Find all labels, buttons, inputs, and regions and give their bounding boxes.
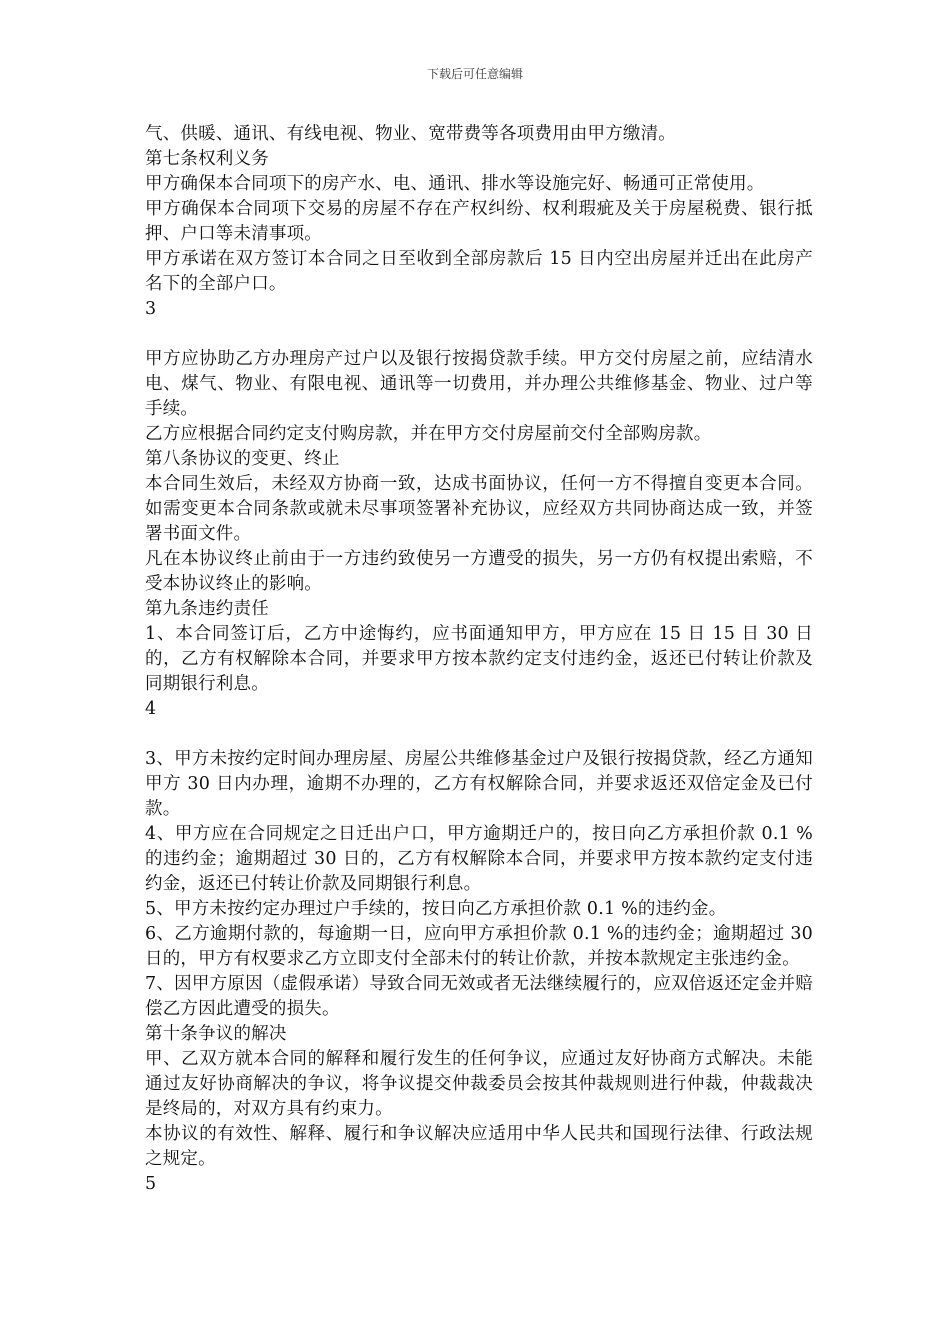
paragraph: 6、乙方逾期付款的，每逾期一日，应向甲方承担价款 0.1 %的违约金；逾期超过 30 日的，甲方有权要求乙方立即支付全部未付的转让价款，并按本款规定主张违约金。 bbox=[145, 924, 813, 969]
section-heading: 第十条争议的解决 bbox=[145, 1024, 287, 1044]
paragraph: 甲方承诺在双方签订本合同之日至收到全部房款后 15 日内空出房屋并迁出在此房产名下的全部户口。 bbox=[145, 249, 813, 294]
page-number: 3 bbox=[145, 299, 157, 319]
paragraph: 乙方应根据合同约定支付购房款，并在甲方交付房屋前交付全部购房款。 bbox=[145, 424, 712, 444]
paragraph: 1、本合同签订后，乙方中途悔约，应书面通知甲方，甲方应在 15 日 15 日 30 日的，乙方有权解除本合同，并要求甲方按本款约定支付违约金，返还已付转让价款及同期银行利息。 bbox=[145, 624, 813, 694]
paragraph: 本合同生效后，未经双方协商一致，达成书面协议，任何一方不得擅自变更本合同。如需变更本合同条款或就未尽事项签署补充协议，应经双方共同协商达成一致，并签署书面文件。 bbox=[145, 474, 813, 544]
paragraph: 气、供暖、通讯、有线电视、物业、宽带费等各项费用由甲方缴清。 bbox=[145, 124, 676, 144]
paragraph: 甲方确保本合同项下的房产水、电、通讯、排水等设施完好、畅通可正常使用。 bbox=[145, 174, 765, 194]
document-body bbox=[145, 122, 813, 1197]
section-heading: 第八条协议的变更、终止 bbox=[145, 449, 340, 469]
paragraph: 甲方确保本合同项下交易的房屋不存在产权纠纷、权利瑕疵及关于房屋税费、银行抵押、户口等未清事项。 bbox=[145, 199, 813, 244]
paragraph: 3、甲方未按约定时间办理房屋、房屋公共维修基金过户及银行按揭贷款，经乙方通知甲方 30 日内办理，逾期不办理的，乙方有权解除合同，并要求返还双倍定金及已付款。 bbox=[145, 749, 813, 819]
page-header: 下载后可任意编辑 bbox=[426, 67, 523, 81]
paragraph: 4、甲方应在合同规定之日迁出户口，甲方逾期迁户的，按日向乙方承担价款 0.1 %的违约金；逾期超过 30 日的，乙方有权解除本合同，并要求甲方按本款约定支付违约金，返还已付转让价款及同期银行利息。 bbox=[145, 824, 813, 894]
paragraph: 凡在本协议终止前由于一方违约致使另一方遭受的损失，另一方仍有权提出索赔，不受本协议终止的影响。 bbox=[145, 549, 813, 594]
paragraph: 5、甲方未按约定办理过户手续的，按日向乙方承担价款 0.1 %的违约金。 bbox=[145, 899, 727, 919]
section-heading: 第七条权利义务 bbox=[145, 149, 269, 169]
paragraph: 甲方应协助乙方办理房产过户以及银行按揭贷款手续。甲方交付房屋之前，应结清水电、煤气、物业、有限电视、通讯等一切费用，并办理公共维修基金、物业、过户等手续。 bbox=[145, 349, 813, 419]
page-number: 4 bbox=[145, 699, 157, 719]
paragraph: 甲、乙双方就本合同的解释和履行发生的任何争议，应通过友好协商方式解决。未能通过友好协商解决的争议，将争议提交仲裁委员会按其仲裁规则进行仲裁，仲裁裁决是终局的，对双方具有约束力。 bbox=[145, 1049, 813, 1119]
paragraph: 7、因甲方原因（虚假承诺）导致合同无效或者无法继续履行的，应双倍返还定金并赔偿乙方因此遭受的损失。 bbox=[145, 974, 813, 1019]
paragraph: 本协议的有效性、解释、履行和争议解决应适用中华人民共和国现行法律、行政法规之规定。 bbox=[145, 1124, 813, 1169]
page-number: 5 bbox=[145, 1174, 157, 1194]
section-heading: 第九条违约责任 bbox=[145, 599, 269, 619]
